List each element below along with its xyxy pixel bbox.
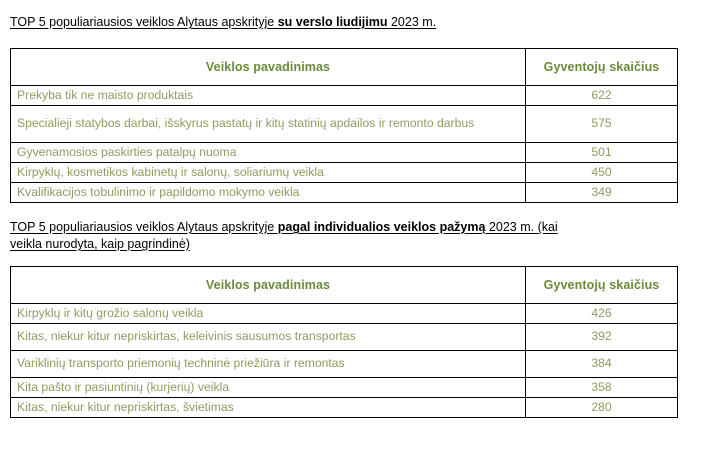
table-row [11, 324, 678, 351]
cell-population-count: 392 [526, 324, 678, 351]
table-row [11, 143, 678, 163]
table-2-body [11, 304, 678, 418]
table-row [11, 378, 678, 398]
column-header-population-count: Gyventojų skaičius [526, 267, 678, 304]
cell-population-count: 358 [526, 378, 678, 398]
cell-activity-name: Kvalifikacijos tobulinimo ir papildomo mokymo veikla [11, 183, 526, 203]
table-row [11, 163, 678, 183]
cell-activity-name: Prekyba tik ne maisto produktais [11, 86, 526, 106]
cell-population-count: 501 [526, 143, 678, 163]
table-row [11, 351, 678, 378]
column-header-activity-name: Veiklos pavadinimas [11, 49, 526, 86]
cell-population-count: 622 [526, 86, 678, 106]
table-row [11, 86, 678, 106]
table-row [11, 183, 678, 203]
section-2-title-prefix: TOP 5 populiariausios veiklos Alytaus apskrityje [10, 220, 278, 234]
section-2-title-line2: veikla nurodyta, kaip pagrindinė) [10, 237, 190, 251]
table-individual-activity-certificate [10, 266, 678, 418]
cell-activity-name: Kirpyklų, kosmetikos kabinetų ir salonų, soliariumų veikla [11, 163, 526, 183]
cell-activity-name: Kirpyklų ir kitų grožio salonų veikla [11, 304, 526, 324]
table-1-body [11, 86, 678, 203]
table-1-header [11, 49, 678, 86]
table-row [11, 106, 678, 143]
cell-activity-name: Gyvenamosios paskirties patalpų nuoma [11, 143, 526, 163]
table-business-certificate [10, 48, 678, 203]
section-1-title [10, 14, 690, 31]
section-1-title-bold: su verslo liudijimu [277, 15, 388, 29]
section-2-title-suffix: 2023 m. (kai [485, 220, 558, 234]
column-header-activity-name: Veiklos pavadinimas [11, 267, 526, 304]
cell-population-count: 349 [526, 183, 678, 203]
cell-population-count: 426 [526, 304, 678, 324]
table-2-header [11, 267, 678, 304]
table-header-row [11, 49, 678, 86]
section-1-title-prefix: TOP 5 populiariausios veiklos Alytaus apskrityje [10, 15, 278, 29]
section-1-title-suffix: 2023 m. [387, 15, 437, 29]
cell-population-count: 384 [526, 351, 678, 378]
cell-activity-name: Kita pašto ir pasiuntinių (kurjerių) veikla [11, 378, 526, 398]
cell-activity-name: Kitas, niekur kitur nepriskirtas, švietimas [11, 398, 526, 418]
column-header-population-count: Gyventojų skaičius [526, 49, 678, 86]
cell-population-count: 450 [526, 163, 678, 183]
table-row [11, 398, 678, 418]
cell-activity-name: Kitas, niekur kitur nepriskirtas, keleivinis sausumos transportas [11, 324, 526, 351]
table-row [11, 304, 678, 324]
cell-population-count: 280 [526, 398, 678, 418]
cell-activity-name: Variklinių transporto priemonių techninė priežiūra ir remontas [11, 351, 526, 378]
section-2-title-bold: pagal individualios veiklos pažymą [277, 220, 486, 234]
table-header-row [11, 267, 678, 304]
cell-population-count: 575 [526, 106, 678, 143]
section-2-title [10, 219, 677, 253]
cell-activity-name: Specialieji statybos darbai, išskyrus pastatų ir kitų statinių apdailos ir remonto darbus [11, 106, 526, 143]
